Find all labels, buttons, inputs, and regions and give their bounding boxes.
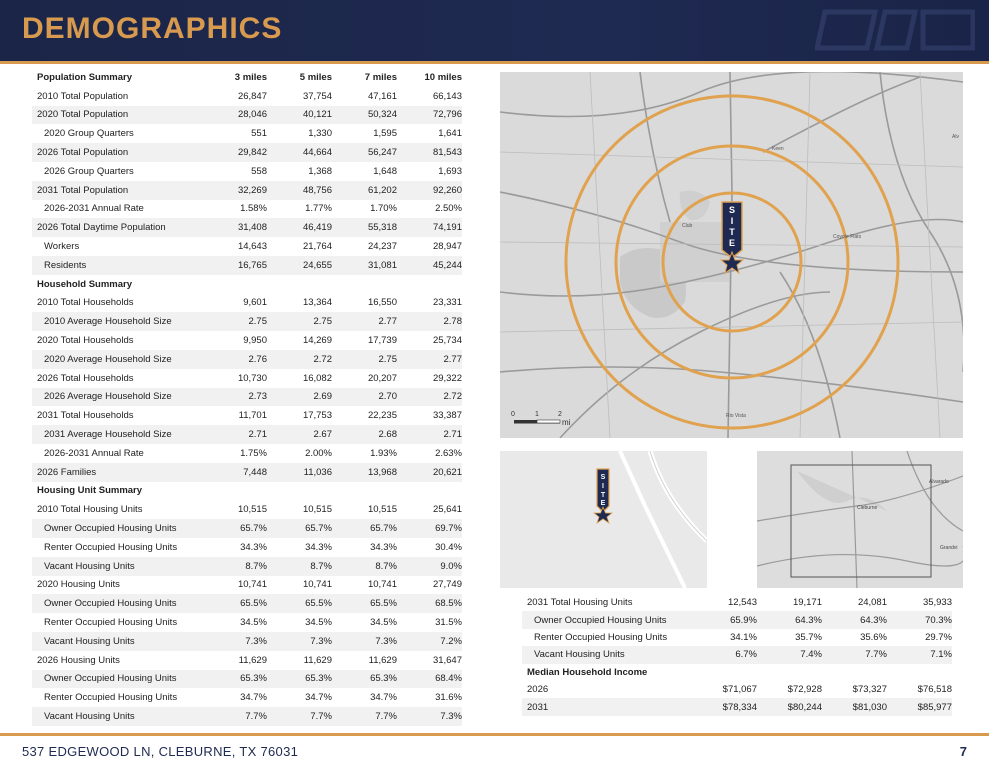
cell-value: 70.3% <box>887 611 952 628</box>
cell-value: 13,968 <box>332 463 397 482</box>
cell-value: 28,947 <box>432 241 462 253</box>
regional-inset-graphic <box>757 451 963 588</box>
cell-value <box>267 275 332 294</box>
cell-value: 64.3% <box>822 611 887 628</box>
cell-value: 34.3% <box>305 541 332 553</box>
inset-label-alvarado: Alvarado <box>929 479 949 485</box>
cell-value: 11,629 <box>368 654 397 666</box>
cell-value: 65.7% <box>332 519 397 538</box>
site-label-e: E <box>728 238 736 248</box>
row-label: Vacant Housing Units <box>32 557 197 576</box>
cell-value: 69.7% <box>397 519 462 538</box>
cell-value: 17,739 <box>367 335 397 347</box>
row-label: 2010 Average Household Size <box>32 312 197 331</box>
table-row <box>32 87 462 106</box>
cell-value: 11,036 <box>267 463 332 482</box>
cell-value: 9,601 <box>243 297 267 309</box>
map-label-club: Club <box>682 223 693 229</box>
cell-value: 27,749 <box>432 579 462 591</box>
cell-value: 34.5% <box>305 617 332 628</box>
page-title: DEMOGRAPHICS <box>22 12 283 45</box>
table-row <box>522 629 952 646</box>
cell-value: 34.7% <box>370 692 397 704</box>
cell-value: 7.3% <box>397 707 462 726</box>
table-row <box>32 312 462 331</box>
radius-map-graphic <box>500 72 963 438</box>
row-label: 2026 Total Population <box>32 143 197 162</box>
page-footer <box>0 736 989 768</box>
cell-value: 19,171 <box>792 597 822 609</box>
table-row <box>32 200 462 219</box>
cell-value: 21,764 <box>302 241 332 253</box>
cell-value: 7.2% <box>397 632 462 651</box>
cell-value: 9.0% <box>397 557 462 576</box>
cell-value: $72,928 <box>787 684 822 696</box>
site-label-i: I <box>730 216 734 226</box>
row-label: 2020 Group Quarters <box>44 128 134 140</box>
row-label: Median Household Income <box>527 666 648 678</box>
table-row <box>32 162 462 181</box>
cell-value: 2.72 <box>267 350 332 369</box>
cell-value: 7.7% <box>267 707 332 726</box>
cell-value: 55,318 <box>332 218 397 237</box>
cell-value: 81,543 <box>397 143 462 162</box>
row-label: Owner Occupied Housing Units <box>32 519 197 538</box>
row-label: 2026 <box>527 684 549 696</box>
table-row <box>522 594 952 611</box>
cell-value: 11,701 <box>238 410 267 422</box>
row-label: Renter Occupied Housing Units <box>44 692 178 704</box>
cell-value: $81,030 <box>822 698 887 715</box>
cell-value: 1,368 <box>308 165 332 177</box>
row-label: Vacant Housing Units <box>32 632 197 651</box>
map-label-keen: Keen <box>772 146 784 152</box>
row-label: 2010 Total Households <box>37 297 134 309</box>
row-label: 2026 Average Household Size <box>32 388 197 407</box>
cell-value: 56,247 <box>332 143 397 162</box>
cell-value: 7.4% <box>757 646 822 663</box>
cell-value: 35.7% <box>795 631 822 643</box>
cell-value: 92,260 <box>397 181 462 200</box>
cell-value: 68.5% <box>397 594 462 613</box>
cell-value: 34.1% <box>730 631 757 643</box>
cell-value: 29.7% <box>925 631 952 643</box>
row-label: 2026-2031 Annual Rate <box>44 203 144 215</box>
row-label: 2020 Average Household Size <box>32 350 197 369</box>
cell-value: 48,756 <box>267 181 332 200</box>
brand-watermark-icon <box>815 4 975 56</box>
page-number: 7 <box>959 744 967 759</box>
cell-value: 7.3% <box>332 632 397 651</box>
cell-value: 2.71 <box>197 425 267 444</box>
cell-value: 34.7% <box>240 692 267 704</box>
cell-value <box>397 275 462 294</box>
cell-value: 16,082 <box>302 372 332 384</box>
cell-value <box>267 482 332 501</box>
header-rule <box>0 61 989 64</box>
table-row <box>32 181 462 200</box>
row-label: Workers <box>44 241 80 253</box>
row-label: 2031 <box>522 698 687 715</box>
cell-value: 7.3% <box>197 632 267 651</box>
table-row <box>32 406 462 425</box>
cell-value: 61,202 <box>332 181 397 200</box>
row-label: 2031 Average Household Size <box>32 425 197 444</box>
inset-label-grandview: Grandvi <box>940 545 958 551</box>
cell-value: 72,796 <box>397 106 462 125</box>
map-label-rio-vista: Rio Vista <box>726 413 746 419</box>
row-label: Housing Unit Summary <box>37 485 143 497</box>
row-label: 2010 Total Population <box>37 90 129 102</box>
table-section-header <box>522 664 952 681</box>
cell-value: 24,237 <box>367 241 397 253</box>
cell-value: 10,730 <box>237 372 267 384</box>
cell-value: 7 miles <box>364 71 397 83</box>
inset-label-cleburne: Cleburne <box>857 505 878 511</box>
cell-value: 14,269 <box>302 335 332 347</box>
cell-value: 35.6% <box>860 631 887 643</box>
regional-inset-map <box>757 451 963 588</box>
cell-value: 1.77% <box>305 203 332 215</box>
cell-value: $85,977 <box>887 698 952 715</box>
table-row <box>32 106 462 125</box>
cell-value: 5 miles <box>299 71 332 83</box>
svg-text:S: S <box>600 474 606 481</box>
row-label: 2010 Total Housing Units <box>37 504 143 516</box>
row-label: 2026 Total Households <box>37 372 134 384</box>
cell-value <box>197 482 267 501</box>
scale-tick-0: 0 <box>511 411 515 418</box>
property-address: 537 EDGEWOOD LN, CLEBURNE, TX 76031 <box>22 744 299 759</box>
cell-value: 1.75% <box>240 447 267 459</box>
row-label: 2020 Housing Units <box>37 579 120 591</box>
cell-value: $78,334 <box>687 698 757 715</box>
table-row <box>522 698 952 715</box>
cell-value: 8.7% <box>332 557 397 576</box>
cell-value: 2.68 <box>332 425 397 444</box>
cell-value: 16,765 <box>197 256 267 275</box>
cell-value: 12,543 <box>727 597 757 609</box>
site-closeup-graphic <box>500 451 707 588</box>
cell-value: 74,191 <box>397 218 462 237</box>
table-row <box>32 538 462 557</box>
cell-value: 9,950 <box>243 335 267 347</box>
table-row <box>32 444 462 463</box>
table-row <box>32 237 462 256</box>
row-label: 2026 Group Quarters <box>44 165 134 177</box>
table-row <box>32 613 462 632</box>
table-row <box>32 331 462 350</box>
map-label-alv: Alv <box>952 134 959 140</box>
cell-value: 2.77 <box>332 312 397 331</box>
cell-value: 1.70% <box>370 203 397 215</box>
cell-value: 2.70 <box>332 388 397 407</box>
table-row <box>32 651 462 670</box>
cell-value: 2.63% <box>435 447 462 459</box>
cell-value <box>887 664 952 681</box>
table-row <box>32 369 462 388</box>
row-label: Population Summary <box>37 71 133 83</box>
cell-value: 11,629 <box>303 654 332 666</box>
cell-value: 10,741 <box>302 579 332 591</box>
cell-value: 29,322 <box>432 372 462 384</box>
cell-value: $76,518 <box>917 684 952 696</box>
table-row <box>32 557 462 576</box>
row-label: 2026-2031 Annual Rate <box>44 447 144 459</box>
table-row <box>522 611 952 628</box>
row-label: Renter Occupied Housing Units <box>44 617 178 628</box>
cell-value: 2.72 <box>397 388 462 407</box>
cell-value: 65.3% <box>197 670 267 689</box>
svg-text:E: E <box>600 500 606 507</box>
cell-value: 8.7% <box>267 557 332 576</box>
site-closeup-marker-icon <box>594 469 612 523</box>
table-row <box>522 681 952 698</box>
table-row <box>32 143 462 162</box>
cell-value <box>397 482 462 501</box>
cell-value: 7.7% <box>332 707 397 726</box>
cell-value: 26,847 <box>237 90 267 102</box>
scale-tick-2: 2 <box>558 411 562 418</box>
cell-value: 1,641 <box>438 128 462 140</box>
cell-value: 1,693 <box>438 165 462 177</box>
cell-value: 33,387 <box>432 410 462 422</box>
cell-value: 65.3% <box>267 670 332 689</box>
cell-value: 65.7% <box>197 519 267 538</box>
cell-value: 34.3% <box>370 541 397 553</box>
cell-value: 2.00% <box>305 447 332 459</box>
scale-unit: mi <box>562 418 571 427</box>
row-label: 2026 Housing Units <box>37 654 120 666</box>
cell-value: 6.7% <box>687 646 757 663</box>
cell-value: 65.7% <box>267 519 332 538</box>
cell-value: 34.3% <box>240 541 267 553</box>
table-section-header <box>32 275 462 294</box>
cell-value: 66,143 <box>432 90 462 102</box>
table-row <box>32 576 462 595</box>
cell-value: 1.58% <box>240 203 267 215</box>
cell-value: 31.6% <box>435 692 462 704</box>
cell-value: 2.69 <box>267 388 332 407</box>
cell-value: 31,408 <box>197 218 267 237</box>
cell-value: $80,244 <box>757 698 822 715</box>
cell-value: 65.5% <box>197 594 267 613</box>
cell-value: 34.7% <box>305 692 332 704</box>
row-label: 2026 Families <box>32 463 197 482</box>
row-label: 2031 Total Population <box>32 181 197 200</box>
table-row <box>32 632 462 651</box>
cell-value: 20,207 <box>367 372 397 384</box>
table-section-header <box>32 482 462 501</box>
site-closeup-map <box>500 451 707 588</box>
cell-value: 7.1% <box>887 646 952 663</box>
cell-value: 13,364 <box>302 297 332 309</box>
cell-value: 2.77 <box>397 350 462 369</box>
cell-value: $71,067 <box>722 684 757 696</box>
cell-value <box>332 482 397 501</box>
cell-value: 35,933 <box>922 597 952 609</box>
table-row <box>32 670 462 689</box>
site-label-s: S <box>728 205 736 215</box>
cell-value: 7.7% <box>197 707 267 726</box>
cell-value: 31,081 <box>332 256 397 275</box>
table-row <box>32 388 462 407</box>
cell-value: 1,595 <box>373 128 397 140</box>
cell-value: 25,641 <box>432 504 462 516</box>
table-row <box>32 463 462 482</box>
cell-value: 44,664 <box>267 143 332 162</box>
cell-value: 8.7% <box>197 557 267 576</box>
cell-value: 2.78 <box>397 312 462 331</box>
cell-value: 10,741 <box>367 579 397 591</box>
table-row <box>32 256 462 275</box>
row-label: Renter Occupied Housing Units <box>534 631 668 643</box>
cell-value: 1.93% <box>370 447 397 459</box>
row-label: 2020 Total Households <box>37 335 134 347</box>
cell-value: 7.7% <box>822 646 887 663</box>
cell-value: 64.3% <box>757 611 822 628</box>
row-label: Owner Occupied Housing Units <box>32 594 197 613</box>
svg-text:I: I <box>602 483 604 490</box>
demographics-table-continued <box>522 594 952 716</box>
cell-value: 50,324 <box>332 106 397 125</box>
cell-value: 45,244 <box>397 256 462 275</box>
cell-value: 10,515 <box>367 504 397 516</box>
cell-value: 34.5% <box>370 617 397 628</box>
cell-value: 20,621 <box>397 463 462 482</box>
cell-value: 2.75 <box>267 312 332 331</box>
cell-value <box>687 664 757 681</box>
row-label: 2031 Total Households <box>37 410 134 422</box>
cell-value <box>197 275 267 294</box>
cell-value: 2.73 <box>197 388 267 407</box>
cell-value: 14,643 <box>237 241 267 253</box>
scale-tick-1: 1 <box>535 411 539 418</box>
cell-value: 2.71 <box>397 425 462 444</box>
cell-value: 31,647 <box>432 654 462 666</box>
table-row <box>32 519 462 538</box>
table-row <box>32 218 462 237</box>
svg-text:T: T <box>600 492 606 499</box>
cell-value: 551 <box>251 128 267 140</box>
site-label-t: T <box>729 227 735 237</box>
demographics-table <box>32 68 462 726</box>
radius-map <box>500 72 963 438</box>
cell-value: 1,648 <box>373 165 397 177</box>
cell-value: 65.5% <box>332 594 397 613</box>
cell-value: 24,655 <box>267 256 332 275</box>
row-label: Renter Occupied Housing Units <box>44 541 178 553</box>
cell-value: 2.75 <box>197 312 267 331</box>
cell-value: 2.67 <box>267 425 332 444</box>
cell-value: 1,330 <box>308 128 332 140</box>
cell-value: 32,269 <box>197 181 267 200</box>
table-row <box>32 425 462 444</box>
table-row <box>522 646 952 663</box>
row-label: Owner Occupied Housing Units <box>32 670 197 689</box>
cell-value: 10,515 <box>237 504 267 516</box>
cell-value: $73,327 <box>852 684 887 696</box>
row-label: Owner Occupied Housing Units <box>522 611 687 628</box>
cell-value: 28,046 <box>197 106 267 125</box>
cell-value: 65.5% <box>267 594 332 613</box>
row-label: 2031 Total Housing Units <box>527 597 633 609</box>
cell-value: 30.4% <box>435 541 462 553</box>
row-label: 2020 Total Population <box>32 106 197 125</box>
row-label: Household Summary <box>37 278 133 290</box>
cell-value: 7,448 <box>197 463 267 482</box>
cell-value: 10 miles <box>424 71 462 83</box>
cell-value: 31.5% <box>435 617 462 628</box>
cell-value: 65.3% <box>332 670 397 689</box>
cell-value: 11,629 <box>238 654 267 666</box>
cell-value: 17,753 <box>302 410 332 422</box>
table-row <box>32 294 462 313</box>
cell-value: 23,331 <box>432 297 462 309</box>
cell-value <box>822 664 887 681</box>
cell-value: 2.75 <box>332 350 397 369</box>
map-label-coyote-flats: Coyote Flats <box>833 234 862 240</box>
row-label: Vacant Housing Units <box>522 646 687 663</box>
row-label: 2026 Total Daytime Population <box>32 218 197 237</box>
cell-value: 2.50% <box>435 203 462 215</box>
table-row <box>32 688 462 707</box>
table-row <box>32 500 462 519</box>
cell-value: 25,734 <box>432 335 462 347</box>
cell-value: 46,419 <box>267 218 332 237</box>
table-row <box>32 707 462 726</box>
cell-value <box>332 275 397 294</box>
table-row <box>32 124 462 143</box>
cell-value: 24,081 <box>857 597 887 609</box>
table-row <box>32 594 462 613</box>
cell-value: 65.9% <box>687 611 757 628</box>
table-row <box>32 350 462 369</box>
cell-value: 7.3% <box>267 632 332 651</box>
cell-value: 10,741 <box>237 579 267 591</box>
cell-value: 22,235 <box>367 410 397 422</box>
cell-value: 10,515 <box>302 504 332 516</box>
cell-value: 47,161 <box>367 90 397 102</box>
cell-value: 40,121 <box>267 106 332 125</box>
row-label: Residents <box>32 256 197 275</box>
cell-value: 34.5% <box>240 617 267 628</box>
cell-value: 2.76 <box>197 350 267 369</box>
cell-value: 29,842 <box>197 143 267 162</box>
cell-value: 558 <box>251 165 267 177</box>
cell-value: 37,754 <box>302 90 332 102</box>
cell-value: 16,550 <box>367 297 397 309</box>
cell-value <box>757 664 822 681</box>
page-header <box>0 0 989 61</box>
cell-value: 3 miles <box>234 71 267 83</box>
row-label: Vacant Housing Units <box>32 707 197 726</box>
cell-value: 68.4% <box>397 670 462 689</box>
table-section-header <box>32 68 462 87</box>
